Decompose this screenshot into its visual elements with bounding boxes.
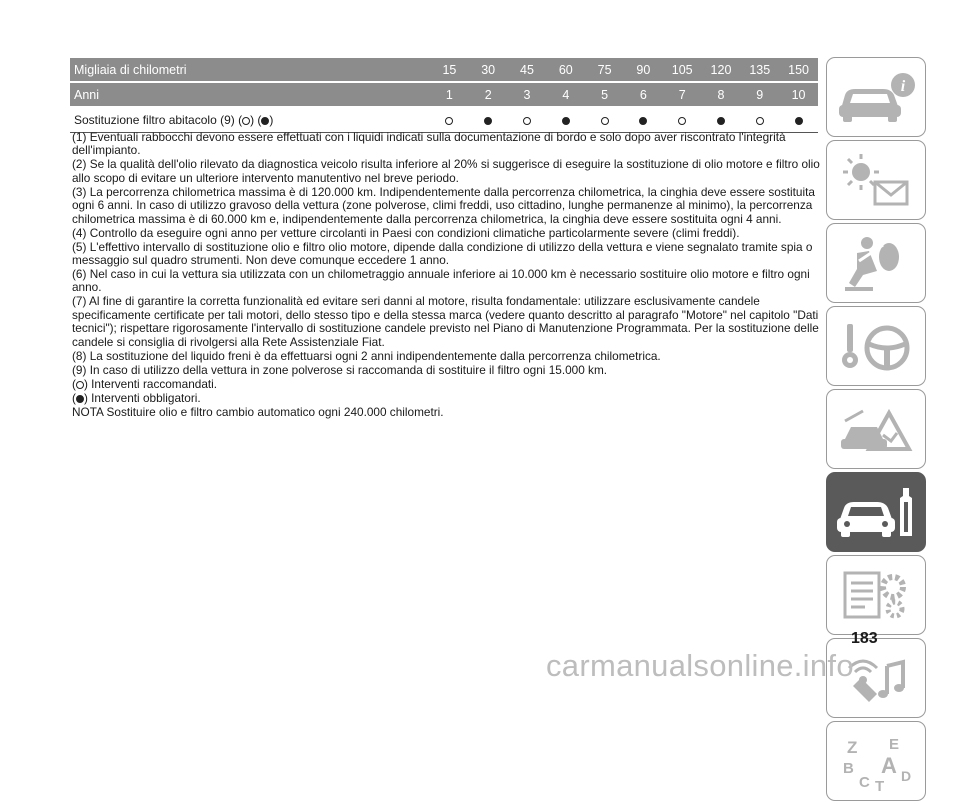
year-cell: 4 [562, 87, 570, 102]
year-cell: 6 [639, 87, 647, 102]
symbol-cell [508, 113, 547, 127]
filled-circle-icon [261, 117, 269, 125]
svg-text:i: i [900, 78, 906, 95]
index-letter-z: Z [847, 738, 858, 757]
legend-mandatory: ( ) Interventi obbligatori. [72, 390, 201, 405]
tab-car-info[interactable] [826, 57, 926, 137]
empty-circle-icon [601, 117, 609, 125]
year-cell: 9 [756, 87, 764, 102]
empty-circle-icon [76, 381, 84, 389]
tab-maintenance[interactable] [826, 472, 926, 552]
note-2: (2) Se la qualità dell'olio rilevato da diagnostica veicolo risulta inferiore al 20% si suggerisce di eseguire la sostituzione di olio motore e filtro olio allo scopo di evitare un ulteriore intervento manutentivo nel breve periodo. [72, 157, 820, 185]
km-cell: 60 [558, 62, 573, 77]
steering-key-icon [833, 314, 919, 378]
filled-circle-icon [795, 117, 803, 125]
km-header-row [70, 58, 818, 83]
year-cell: 5 [601, 87, 609, 102]
filled-circle-icon [562, 117, 570, 125]
symbol-cell [430, 113, 469, 127]
tab-warning-lights[interactable] [826, 140, 926, 220]
note-8: (8) La sostituzione del liquido freni è da effettuarsi ogni 2 anni indipendentemente dalla percorrenza chilometrica. [72, 348, 661, 363]
note-6: (6) Nel caso in cui la vettura sia utilizzata con un chilometraggio annuale inferiore ai 10.000 km è necessario sostituire olio motore e filtro ogni anno. [72, 267, 810, 295]
km-cell: 75 [597, 62, 612, 77]
notes-block [72, 131, 820, 420]
filled-circle-icon [639, 117, 647, 125]
warning-lights-icon [833, 148, 919, 212]
symbol-cell [702, 113, 741, 127]
empty-circle-icon [242, 117, 250, 125]
legend-recommended: ( ) Interventi raccomandati. [72, 376, 218, 391]
symbol-cell [469, 113, 508, 127]
note-7: (7) Al fine di garantire la corretta funzionalità ed evitare seri danni al motore, risulta fondamentale: utilizzare esclusivamente candele specificamente certificate per tali motori, dello stesso tipo e della stessa marca (vedere quanto descritto al paragrafo "Motore" nel capitolo "Dati tecnici"); rispettare rigorosamente l'intervallo di sostituzione candele previsto nel Piano di Manutenzione Programmata. Per la sostituzione delle candele si consiglia di rivolgersi alla Rete Assistenziale Fiat. [72, 294, 819, 349]
note-4: (4) Controllo da eseguire ogni anno per vetture circolanti in Paesi con condizioni climatiche particolarmente severe (climi freddi). [72, 225, 740, 240]
note-1: (1) Eventuali rabbocchi devono essere effettuati con i liquidi indicati sulla documentazione di bordo e solo dopo aver riscontrato l'integrità dell'impianto. [72, 130, 786, 158]
symbol-cell [663, 113, 702, 127]
years-header-row [70, 83, 818, 108]
year-cell: 3 [523, 87, 531, 102]
year-cell: 10 [791, 87, 806, 102]
legend-mandatory-text: Interventi obbligatori. [91, 390, 201, 405]
watermark: carmanualsonline.info [546, 648, 854, 683]
index-letter-e: E [889, 736, 900, 753]
symbol-cell [779, 113, 818, 127]
filled-circle-icon [76, 395, 84, 403]
symbol-cell [546, 113, 585, 127]
empty-circle-icon [678, 117, 686, 125]
legend-recommended-text: Interventi raccomandati. [91, 376, 218, 391]
filled-circle-icon [484, 117, 492, 125]
road-emergency-icon [833, 397, 919, 461]
empty-circle-icon [756, 117, 764, 125]
tech-data-icon [833, 563, 919, 627]
car-info-icon [833, 65, 919, 129]
year-cell: 1 [445, 87, 453, 102]
index-icon [833, 729, 919, 793]
car-maintenance-icon [833, 480, 919, 544]
km-cell: 105 [671, 62, 693, 77]
symbol-cell [624, 113, 663, 127]
km-cell: 15 [442, 62, 457, 77]
km-cell: 30 [481, 62, 496, 77]
empty-circle-icon [523, 117, 531, 125]
km-cell: 45 [520, 62, 534, 77]
row-label-text: Sostituzione filtro abitacolo (9) [74, 113, 235, 127]
airbag-seat-icon [833, 231, 919, 295]
tab-safety[interactable] [826, 223, 926, 303]
years-header-label: Anni [74, 87, 100, 102]
symbol-cell [585, 113, 624, 127]
empty-circle-icon [445, 117, 453, 125]
tab-index[interactable] [826, 721, 926, 801]
symbol-cell [740, 113, 779, 127]
tab-driving[interactable] [826, 306, 926, 386]
note-9: (9) In caso di utilizzo della vettura in zone polverose si raccomanda di sostituire il filtro ogni 15.000 km. [72, 362, 608, 377]
index-letter-t: T [875, 778, 885, 793]
index-letter-a: A [881, 753, 897, 778]
note-3: (3) La percorrenza chilometrica massima è di 120.000 km. Indipendentemente dalla percorrenza chilometrica, la cinghia deve essere sostituita ogni 6 anni. In caso di utilizzo gravoso della vettura (zone polverose, climi freddi, uso cittadino, lunghe permanenze al minimo), la percorrenza chilometrica massima è di 60.000 km e, indipendentemente dalla percorrenza chilometrica, la cinghia deve essere sostituita ogni 4 anni. [72, 184, 815, 226]
index-letter-c: C [859, 774, 870, 791]
filled-circle-icon [717, 117, 725, 125]
km-cell: 135 [749, 62, 771, 77]
page-number: 183 [851, 630, 878, 647]
km-cell: 90 [636, 62, 651, 77]
tab-technical-data[interactable] [826, 555, 926, 635]
maintenance-table [70, 58, 818, 133]
index-letter-d: D [901, 768, 912, 784]
km-cell: 120 [710, 62, 732, 77]
row-label: Sostituzione filtro abitacolo (9) ( ) ( ) [74, 113, 274, 127]
index-letter-b: B [843, 760, 854, 777]
km-header-label: Migliaia di chilometri [74, 62, 187, 77]
year-cell: 2 [484, 87, 492, 102]
tab-emergency[interactable] [826, 389, 926, 469]
note-5: (5) L'effettivo intervallo di sostituzione olio e filtro olio motore, dipende dalla condizione di utilizzo della vettura e viene segnalato tramite spia o messaggio sul quadro strumenti. Non deve comunque eccedere 1 anno. [72, 239, 813, 268]
km-cell: 150 [788, 62, 809, 77]
year-cell: 7 [678, 87, 686, 102]
nota-text: NOTA Sostituire olio e filtro cambio automatico ogni 240.000 chilometri. [72, 404, 444, 419]
chapter-sidebar [826, 57, 930, 804]
year-cell: 8 [717, 87, 725, 102]
